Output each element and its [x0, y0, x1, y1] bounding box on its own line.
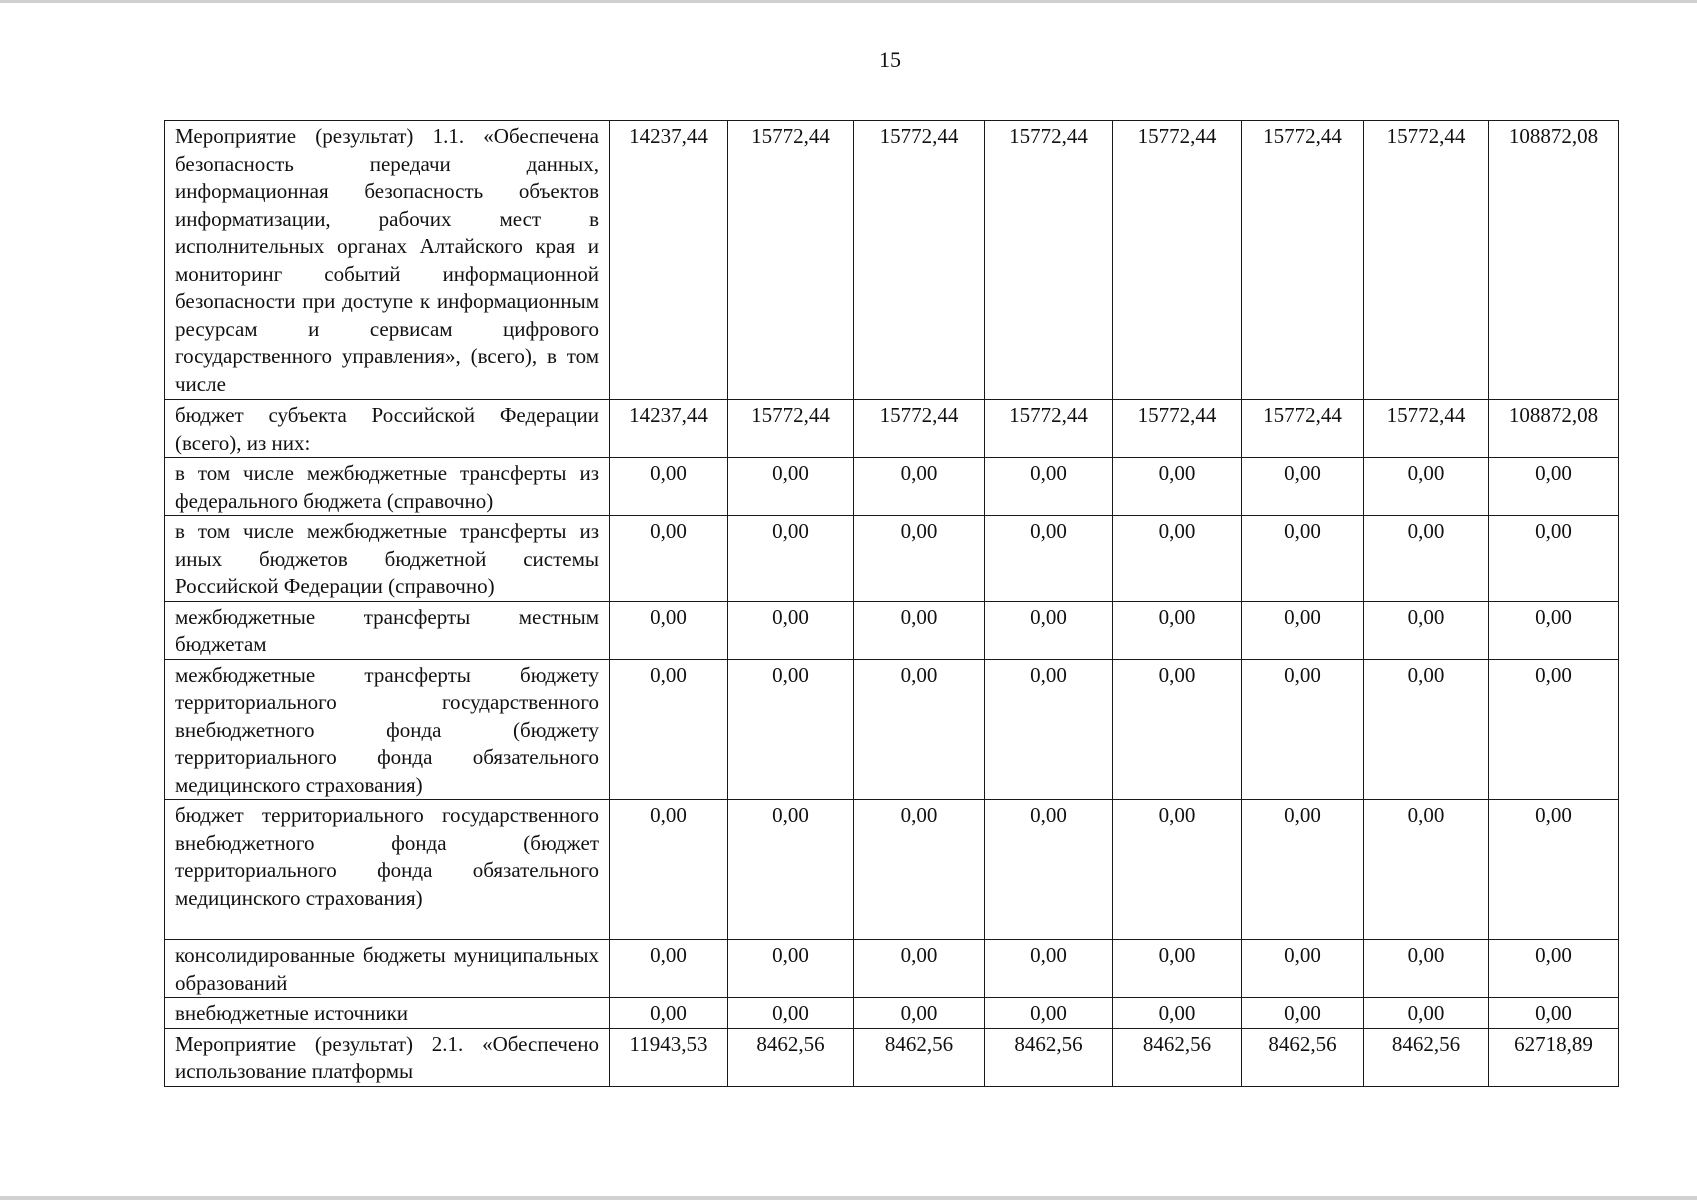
value-cell: 0,00: [985, 601, 1113, 659]
value-cell: 0,00: [1364, 659, 1489, 800]
value-cell: 0,00: [728, 516, 854, 602]
row-label: в том числе межбюджетные трансферты из федерального бюджета (справочно): [165, 458, 610, 516]
value-cell: 15772,44: [1113, 121, 1242, 400]
value-cell: 0,00: [1113, 516, 1242, 602]
value-cell: 0,00: [1364, 998, 1489, 1029]
value-cell: 15772,44: [1364, 121, 1489, 400]
value-cell: 0,00: [1113, 998, 1242, 1029]
table-row: [165, 1028, 1619, 1086]
budget-table: [164, 120, 1619, 1087]
value-cell: 15772,44: [985, 121, 1113, 400]
table-row: [165, 400, 1619, 458]
value-cell: 0,00: [1364, 458, 1489, 516]
value-cell: 0,00: [854, 601, 985, 659]
value-cell: 0,00: [728, 601, 854, 659]
value-cell: 0,00: [1242, 659, 1364, 800]
value-cell: 0,00: [1364, 601, 1489, 659]
row-label: бюджет субъекта Российской Федерации (всего), из них:: [165, 400, 610, 458]
scan-bottom-edge: [0, 1196, 1697, 1200]
value-cell: 0,00: [985, 516, 1113, 602]
value-cell: 0,00: [728, 940, 854, 998]
total-cell: 0,00: [1489, 800, 1619, 940]
row-label: внебюджетные источники: [165, 998, 610, 1029]
value-cell: 0,00: [1242, 940, 1364, 998]
value-cell: 0,00: [728, 998, 854, 1029]
row-label: консолидированные бюджеты муниципальных образований: [165, 940, 610, 998]
total-cell: 0,00: [1489, 940, 1619, 998]
table-row: [165, 659, 1619, 800]
value-cell: 0,00: [854, 940, 985, 998]
value-cell: 0,00: [1242, 458, 1364, 516]
value-cell: 0,00: [1113, 458, 1242, 516]
row-label: Мероприятие (результат) 2.1. «Обеспечено использование платформы: [165, 1028, 610, 1086]
row-label: межбюджетные трансферты бюджету территориального государственного внебюджетного фонда (бюджету территориального фонда обязательного медицинского страхования): [165, 659, 610, 800]
value-cell: 0,00: [728, 458, 854, 516]
value-cell: 0,00: [1364, 800, 1489, 940]
table-row: [165, 121, 1619, 400]
budget-table-body: [165, 121, 1619, 1087]
value-cell: 0,00: [728, 800, 854, 940]
value-cell: 0,00: [1113, 601, 1242, 659]
value-cell: 0,00: [610, 458, 728, 516]
page-number: 15: [879, 47, 901, 72]
value-cell: 0,00: [854, 458, 985, 516]
value-cell: 15772,44: [728, 121, 854, 400]
table-row: [165, 601, 1619, 659]
total-cell: 0,00: [1489, 516, 1619, 602]
value-cell: 0,00: [854, 516, 985, 602]
value-cell: 0,00: [1242, 516, 1364, 602]
value-cell: 0,00: [610, 516, 728, 602]
value-cell: 15772,44: [1364, 400, 1489, 458]
total-cell: 0,00: [1489, 659, 1619, 800]
row-label: в том числе межбюджетные трансферты из иных бюджетов бюджетной системы Российской Федерации (справочно): [165, 516, 610, 602]
table-row: [165, 516, 1619, 602]
value-cell: 8462,56: [1113, 1028, 1242, 1086]
value-cell: 0,00: [610, 601, 728, 659]
value-cell: 0,00: [1113, 800, 1242, 940]
value-cell: 15772,44: [854, 400, 985, 458]
total-cell: 108872,08: [1489, 121, 1619, 400]
value-cell: 8462,56: [985, 1028, 1113, 1086]
value-cell: 0,00: [985, 998, 1113, 1029]
row-label: бюджет территориального государственного внебюджетного фонда (бюджет территориального фонда обязательного медицинского страхования): [165, 800, 610, 940]
value-cell: 15772,44: [1113, 400, 1242, 458]
value-cell: 0,00: [610, 800, 728, 940]
total-cell: 0,00: [1489, 458, 1619, 516]
value-cell: 14237,44: [610, 121, 728, 400]
row-label: Мероприятие (результат) 1.1. «Обеспечена безопасность передачи данных, информационная безопасность объектов информатизации, рабочих мест в исполнительных органах Алтайского края и мониторинг событий информационной безопасности при доступе к информационным ресурсам и сервисам цифрового государственного управления», (всего), в том числе: [165, 121, 610, 400]
table-row: [165, 458, 1619, 516]
value-cell: 0,00: [1242, 601, 1364, 659]
value-cell: 0,00: [854, 998, 985, 1029]
value-cell: 15772,44: [728, 400, 854, 458]
value-cell: 0,00: [610, 998, 728, 1029]
value-cell: 0,00: [1242, 800, 1364, 940]
value-cell: 8462,56: [1242, 1028, 1364, 1086]
total-cell: 0,00: [1489, 998, 1619, 1029]
table-row: [165, 800, 1619, 940]
total-cell: 62718,89: [1489, 1028, 1619, 1086]
value-cell: 0,00: [1364, 516, 1489, 602]
scan-top-edge: [0, 0, 1697, 3]
value-cell: 15772,44: [985, 400, 1113, 458]
value-cell: 0,00: [1113, 940, 1242, 998]
value-cell: 0,00: [985, 458, 1113, 516]
value-cell: 8462,56: [854, 1028, 985, 1086]
value-cell: 0,00: [985, 800, 1113, 940]
value-cell: 0,00: [1364, 940, 1489, 998]
value-cell: 15772,44: [1242, 121, 1364, 400]
total-cell: 108872,08: [1489, 400, 1619, 458]
value-cell: 0,00: [985, 940, 1113, 998]
value-cell: 0,00: [610, 940, 728, 998]
value-cell: 15772,44: [854, 121, 985, 400]
value-cell: 0,00: [1113, 659, 1242, 800]
value-cell: 15772,44: [1242, 400, 1364, 458]
value-cell: 8462,56: [728, 1028, 854, 1086]
value-cell: 0,00: [728, 659, 854, 800]
value-cell: 0,00: [610, 659, 728, 800]
row-label: межбюджетные трансферты местным бюджетам: [165, 601, 610, 659]
table-row: [165, 998, 1619, 1029]
value-cell: 0,00: [854, 659, 985, 800]
value-cell: 0,00: [854, 800, 985, 940]
value-cell: 0,00: [985, 659, 1113, 800]
value-cell: 11943,53: [610, 1028, 728, 1086]
table-row: [165, 940, 1619, 998]
value-cell: 0,00: [1242, 998, 1364, 1029]
value-cell: 14237,44: [610, 400, 728, 458]
total-cell: 0,00: [1489, 601, 1619, 659]
value-cell: 8462,56: [1364, 1028, 1489, 1086]
